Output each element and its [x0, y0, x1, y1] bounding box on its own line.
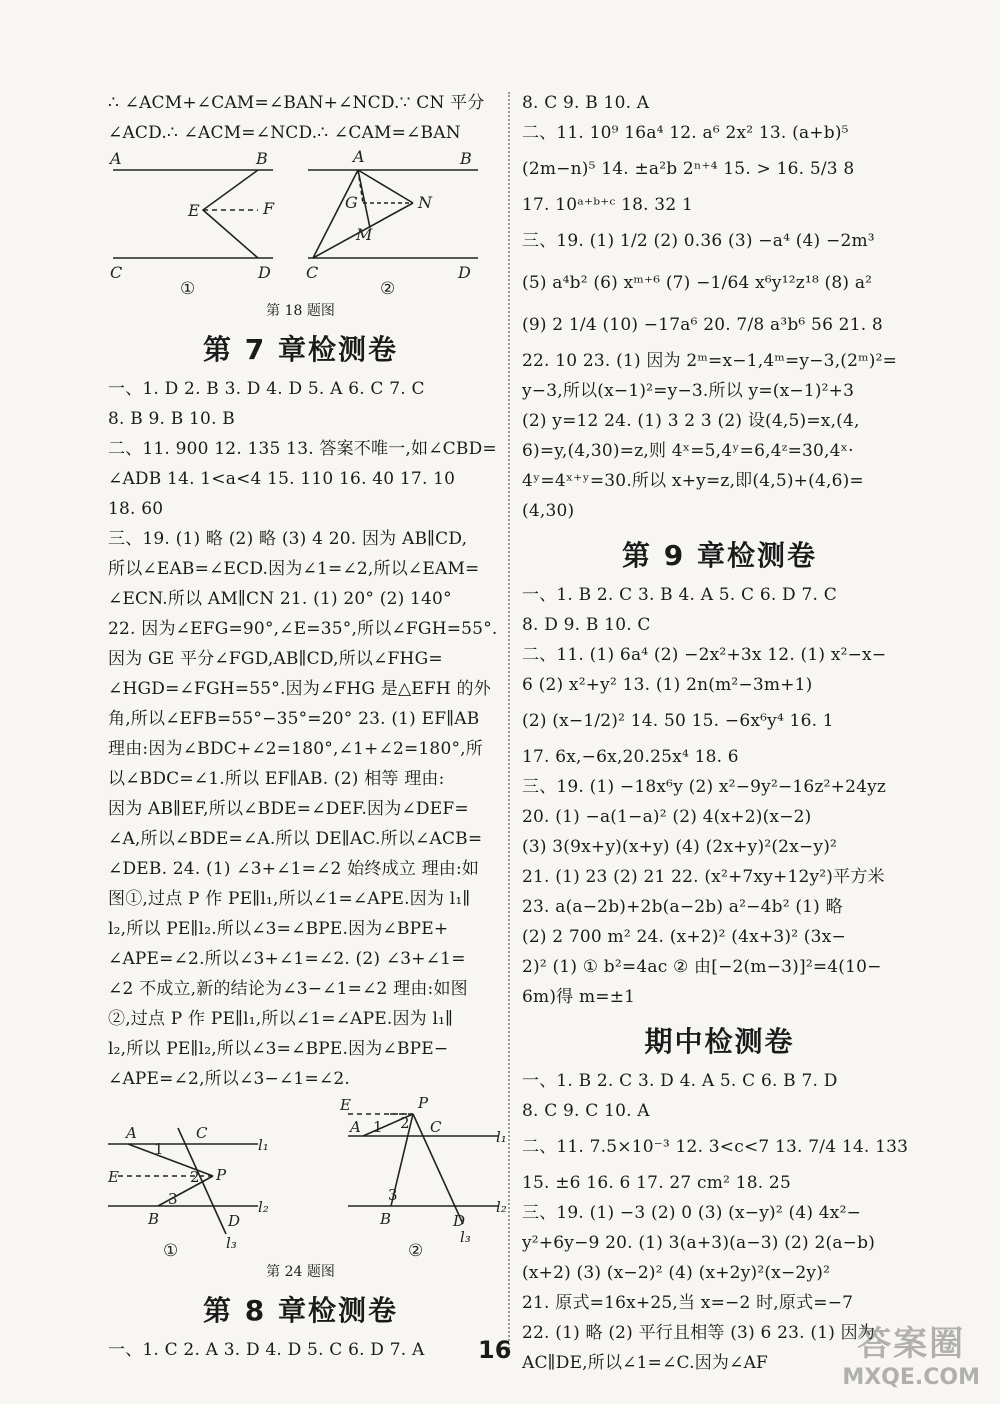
text-line: 20. (1) −a(1−a)² (2) 4(x+2)(x−2) [522, 807, 812, 827]
text-line: 一、1. B 2. C 3. D 4. A 5. C 6. B 7. D [522, 1071, 838, 1091]
text-line: ∠2 不成立,新的结论为∠3−∠1=∠2 理由:如图 [108, 979, 468, 999]
text-line: 22. 因为∠EFG=90°,∠E=35°,所以∠FGH=55°. [108, 619, 498, 639]
text-line: 22. 10 23. (1) 因为 2ᵐ=x−1,4ᵐ=y−3,(2ᵐ)²= [522, 351, 898, 371]
point-label: A [353, 147, 365, 166]
text-line: 23. a(a−2b)+2b(a−2b) a²−4b² (1) 略 [522, 897, 843, 917]
text-line: 三、19. (1) 略 (2) 略 (3) 4 20. 因为 AB∥CD, [108, 529, 468, 549]
point-label: C [306, 263, 319, 282]
text-line: (x+2) (3) (x−2)² (4) (x+2y)²(x−2y)² [522, 1263, 831, 1283]
figure-label: ① [180, 279, 196, 299]
point-label: D [258, 263, 271, 282]
text-line: l₂,所以 PE∥l₂.所以∠3=∠BPE.因为∠BPE+ [108, 919, 449, 939]
figure-24 [108, 1094, 507, 1261]
text-line: 21. (1) 23 (2) 21 22. (x²+7xy+12y²)平方米 [522, 867, 885, 887]
point-label: A [126, 1124, 137, 1142]
text-line: 二、11. 10⁹ 16a⁴ 12. a⁶ 2x² 13. (a+b)⁵ [522, 123, 849, 143]
text-line: 因为 AB∥EF,所以∠BDE=∠DEF.因为∠DEF= [108, 799, 469, 819]
text-line: ∠APE=∠2,所以∠3−∠1=∠2. [108, 1069, 350, 1089]
column-divider [508, 92, 510, 1352]
text-line: 17. 10ᵃ⁺ᵇ⁺ᶜ 18. 32 1 [522, 195, 693, 215]
page-number: 16 [478, 1336, 512, 1364]
point-label: l₂ [258, 1198, 269, 1216]
point-label: C [196, 1124, 208, 1142]
text-line: 以∠BDC=∠1.所以 EF∥AB. (2) 相等 理由: [108, 769, 445, 789]
point-label: M [356, 225, 373, 244]
angle-label: 3 [168, 1190, 178, 1208]
figure-24-diagram [108, 1094, 507, 1261]
text-line: 一、1. D 2. B 3. D 4. D 5. A 6. C 7. C [108, 379, 425, 399]
angle-label: 2 [400, 1114, 410, 1132]
text-line: (2) 2 700 m² 24. (x+2)² (4x+3)² (3x− [522, 927, 846, 947]
text-line: 三、19. (1) −3 (2) 0 (3) (x−y)² (4) 4x²− [522, 1203, 862, 1223]
text-line: (4,30) [522, 501, 575, 521]
text-line: (2) (x−1/2)² 14. 50 15. −6x⁶y⁴ 16. 1 [522, 711, 834, 731]
text-line: (5) a⁴b² (6) xᵐ⁺⁶ (7) −1/64 x⁶y¹²z¹⁸ (8) a² [522, 273, 873, 293]
text-line: 二、11. 900 12. 135 13. 答案不唯一,如∠CBD= [108, 439, 497, 459]
text-line: 理由:因为∠BDC+∠2=180°,∠1+∠2=180°,所 [108, 739, 483, 759]
text-line: 22. (1) 略 (2) 平行且相等 (3) 6 23. (1) 因为 [522, 1323, 876, 1343]
point-label: F [263, 199, 275, 218]
point-label: D [453, 1212, 466, 1230]
text-line: AC∥DE,所以∠1=∠C.因为∠AF [522, 1353, 769, 1373]
figure-label: ② [408, 1241, 424, 1261]
text-line: ∠APE=∠2.所以∠3+∠1=∠2. (2) ∠3+∠1= [108, 949, 466, 969]
text-line: 17. 6x,−6x,20.25x⁴ 18. 6 [522, 747, 739, 767]
text-line: 三、19. (1) −18x⁶y (2) x²−9y²−16z²+24yz [522, 777, 887, 797]
text-line: ∠ECN.所以 AM∥CN 21. (1) 20° (2) 140° [108, 589, 452, 609]
point-label: E [340, 1096, 351, 1114]
figure-caption: 第 24 题图 [266, 1264, 335, 1280]
text-line: ∠HGD=∠FGH=55°.因为∠FHG 是△EFH 的外 [108, 679, 491, 699]
text-line: (9) 2 1/4 (10) −17a⁶ 20. 7/8 a³b⁶ 56 21. 8 [522, 315, 883, 335]
point-label: E [108, 1168, 119, 1186]
right-column [522, 88, 917, 1378]
text-line: 8. B 9. B 10. B [108, 409, 235, 429]
text-line: y²+6y−9 20. (1) 3(a+3)(a−3) (2) 2(a−b) [522, 1233, 876, 1253]
point-label: B [256, 149, 268, 168]
figure-18-diagram [108, 148, 493, 298]
point-label: A [350, 1118, 361, 1136]
point-label: l₁ [496, 1128, 507, 1146]
point-label: G [345, 193, 358, 212]
text-line: 6m)得 m=±1 [522, 987, 636, 1007]
text-line: 二、11. 7.5×10⁻³ 12. 3<c<7 13. 7/4 14. 133 [522, 1137, 909, 1157]
section-heading-ch8: 第 8 章检测卷 [203, 1294, 398, 1327]
text-line: 6 (2) x²+y² 13. (1) 2n(m²−3m+1) [522, 675, 813, 695]
angle-label: 2 [190, 1168, 200, 1186]
point-label: P [216, 1166, 227, 1184]
text-line: ∠DEB. 24. (1) ∠3+∠1=∠2 始终成立 理由:如 [108, 859, 480, 879]
text-line: (2) y=12 24. (1) 3 2 3 (2) 设(4,5)=x,(4, [522, 411, 860, 431]
text-line: 因为 GE 平分∠FGD,AB∥CD,所以∠FHG= [108, 649, 443, 669]
point-label: C [110, 263, 123, 282]
text-line: 所以∠EAB=∠ECD.因为∠1=∠2,所以∠EAM= [108, 559, 480, 579]
text-line: 二、11. (1) 6a⁴ (2) −2x²+3x 12. (1) x²−x− [522, 645, 887, 665]
point-label: C [430, 1118, 442, 1136]
watermark-title: 答案圈 [857, 1324, 966, 1364]
section-heading-ch9: 第 9 章检测卷 [622, 539, 817, 572]
point-label: D [228, 1212, 241, 1230]
text-line: 一、1. B 2. C 3. B 4. A 5. C 6. D 7. C [522, 585, 837, 605]
text-line: 18. 60 [108, 499, 164, 519]
text-line: ∠ACD.∴ ∠ACM=∠NCD.∴ ∠CAM=∠BAN [108, 123, 461, 143]
figure-label: ② [380, 279, 396, 299]
figure-label: ① [163, 1241, 179, 1261]
point-label: E [188, 201, 200, 220]
point-label: N [418, 193, 432, 212]
point-label: l₁ [258, 1136, 269, 1154]
text-line: 4ʸ=4ˣ⁺ʸ=30.所以 x+y=z,即(4,5)+(4,6)= [522, 471, 864, 491]
point-label: l₃ [226, 1234, 237, 1252]
figure-caption: 第 18 题图 [266, 303, 335, 319]
figure-18 [108, 148, 493, 298]
point-label: B [460, 149, 472, 168]
watermark-url: MXQE.COM [842, 1365, 980, 1390]
text-line: (3) 3(9x+y)(x+y) (4) (2x+y)²(2x−y)² [522, 837, 838, 857]
text-line: ∠A,所以∠BDE=∠A.所以 DE∥AC.所以∠ACB= [108, 829, 483, 849]
point-label: D [458, 263, 471, 282]
section-heading-ch7: 第 7 章检测卷 [203, 333, 398, 366]
text-line: y−3,所以(x−1)²=y−3.所以 y=(x−1)²+3 [522, 381, 855, 401]
angle-label: 1 [154, 1140, 164, 1158]
point-label: l₃ [460, 1228, 471, 1246]
text-line: ∠ADB 14. 1<a<4 15. 110 16. 40 17. 10 [108, 469, 456, 489]
text-line: 三、19. (1) 1/2 (2) 0.36 (3) −a⁴ (4) −2m³ [522, 231, 875, 251]
text-line: 8. C 9. C 10. A [522, 1101, 650, 1121]
angle-label: 3 [388, 1186, 398, 1204]
angle-label: 1 [373, 1118, 383, 1136]
text-line: ∴ ∠ACM+∠CAM=∠BAN+∠NCD.∵ CN 平分 [108, 93, 485, 113]
text-line: 一、1. C 2. A 3. D 4. D 5. C 6. D 7. A [108, 1340, 425, 1360]
text-line: 角,所以∠EFB=55°−35°=20° 23. (1) EF∥AB [108, 709, 480, 729]
left-column [108, 88, 507, 1365]
text-line: 8. C 9. B 10. A [522, 93, 650, 113]
text-line: 15. ±6 16. 6 17. 27 cm² 18. 25 [522, 1173, 791, 1193]
point-label: l₂ [496, 1198, 507, 1216]
text-line: 21. 原式=16x+25,当 x=−2 时,原式=−7 [522, 1293, 854, 1313]
watermark-logo [842, 1316, 980, 1390]
point-label: B [148, 1210, 160, 1228]
point-label: P [418, 1094, 429, 1112]
text-line: (2m−n)⁵ 14. ±a²b 2ⁿ⁺⁴ 15. > 16. 5/3 8 [522, 159, 855, 179]
point-label: A [110, 149, 122, 168]
text-line: 8. D 9. B 10. C [522, 615, 651, 635]
text-line: 6)=y,(4,30)=z,则 4ˣ=5,4ʸ=6,4ᶻ=30,4ˣ· [522, 441, 854, 461]
section-heading-midterm: 期中检测卷 [644, 1025, 795, 1058]
point-label: B [380, 1210, 392, 1228]
text-line: 2)² (1) ① b²=4ac ② 由[−2(m−3)]²=4(10− [522, 957, 882, 977]
text-line: 图①,过点 P 作 PE∥l₁,所以∠1=∠APE.因为 l₁∥ [108, 889, 471, 909]
text-line: l₂,所以 PE∥l₂,所以∠3=∠BPE.因为∠BPE− [108, 1039, 449, 1059]
text-line: ②,过点 P 作 PE∥l₁,所以∠1=∠APE.因为 l₁∥ [108, 1009, 454, 1029]
